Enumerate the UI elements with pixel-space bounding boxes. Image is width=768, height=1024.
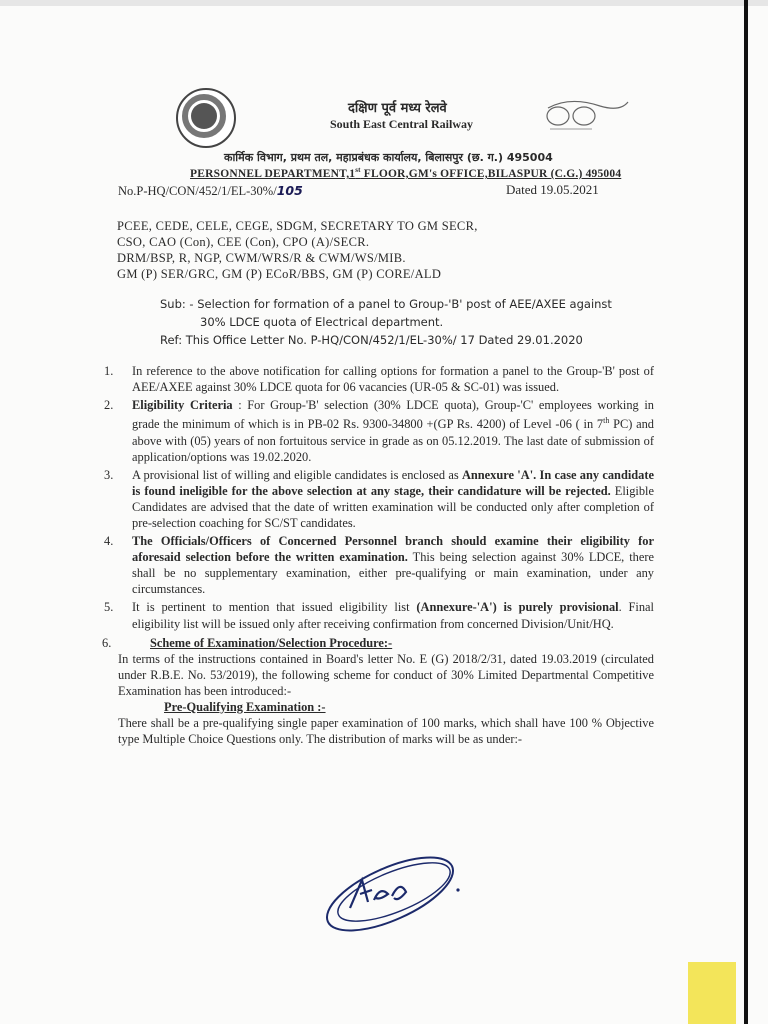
letter-date: Dated 19.05.2021 (506, 182, 599, 197)
subsection-text: There shall be a pre-qualifying single paper examination of 100 marks, which shall have 100 % Objective type Multiple Choice Questions only. The distribution of marks will be as under:- (118, 716, 654, 747)
paragraph-4: 4. The Officials/Officers of Concerned Personnel branch should examine their eligibility for aforesaid selection before the written examination. This being selection against 30% LDCE, there shall be no supplementary examination, either pre-qualifying or main examination, under any circumstances. (104, 534, 654, 597)
section-text: In terms of the instructions contained in Board's letter No. E (G) 2018/2/31, dated 19.03.2019 (circulated under R.B.E. No. 53/2019), the following scheme for conduct of 30% Limited Departmental Competitive Examination has been introduced:- (118, 651, 654, 698)
recipient-line: PCEE, CEDE, CELE, CEGE, SDGM, SECRETARY TO GM SECR, (117, 219, 478, 233)
section-heading: Scheme of Examination/Selection Procedure:- (150, 635, 393, 650)
reference-line: Ref: This Office Letter No. P-HQ/CON/452/1/EL-30%/ 17 Dated 29.01.2020 (160, 333, 583, 347)
recipient-line: CSO, CAO (Con), CEE (Con), CPO (A)/SECR. (117, 235, 370, 249)
subject-line: 30% LDCE quota of Electrical department. (200, 315, 444, 329)
recipient-list (117, 218, 478, 282)
letter-body (102, 363, 655, 747)
handwritten-number: 105 (276, 183, 303, 198)
subsection-heading: Pre-Qualifying Examination :- (164, 700, 326, 714)
letter-number: No.P-HQ/CON/452/1/EL-30%/105 (118, 183, 303, 198)
railway-logo-icon (540, 98, 632, 134)
paragraph-1: 1. In reference to the above notification for calling options for formation a panel to the Group-'B' post of AEE/AXEE against 30% LDCE quota for 06 vacancies (UR-05 & SC-01) was issued. (104, 364, 654, 395)
section-6: 6. Scheme of Examination/Selection Procedure:- In terms of the instructions contained in Board's letter No. E (G) 2018/2/31, dated 19.03.2019 (circulated under R.B.E. No. 53/2019), the following scheme for conduct of 30% Limited Departmental Competitive Examination has been introduced:- Pre-Qualifying Examination :- There shall be a pre-qualifying single paper examination of 100 marks, which shall have 100 % Objective type Multiple Choice Questions only. The distribution of marks will be as under:- (102, 635, 654, 747)
recipient-line: GM (P) SER/GRC, GM (P) ECoR/BBS, GM (P) CORE/ALD (117, 267, 442, 281)
office-address-hindi: कार्मिक विभाग, प्रथम तल, महाप्रबंधक कार्यालय, बिलासपुर (छ. ग.) 495004 (224, 151, 553, 164)
org-name-english: South East Central Railway (330, 117, 474, 131)
paragraph-5: 5. It is pertinent to mention that issued eligibility list (Annexure-'A') is purely provisional. Final eligibility list will be issued only after receiving confirmation from concerned Division/Unit/HQ. (104, 600, 654, 631)
paragraph-2: 2. Eligibility Criteria : For Group-'B' selection (30% LDCE quota), Group-'C' employees working in grade the minimum of which is in PB-02 Rs. 9300-34800 +(GP Rs. 4200) of Level -06 ( in 7th PC) and above with (05) years of non fortuitous service in grade as on 05.12.2019. The last date of submission of application/options was 19.02.2020. (104, 398, 654, 464)
subject-block (160, 295, 612, 349)
org-name-hindi: दक्षिण पूर्व मध्य रेलवे (348, 101, 447, 116)
recipient-line: DRM/BSP, R, NGP, CWM/WRS/R & CWM/WS/MIB. (117, 251, 406, 265)
railway-emblem-icon (176, 88, 236, 148)
signature-icon (310, 850, 470, 940)
office-address-english: PERSONNEL DEPARTMENT,1st FLOOR,GM's OFFICE,BILASPUR (C.G.) 495004 (190, 166, 622, 180)
paragraph-3: 3. A provisional list of willing and eligible candidates is enclosed as Annexure 'A'. In case any candidate is found ineligible for the above selection at any stage, their candidature will be rejected. Eligible Candidates are advised that the date of written examination will be conducted only after completion of pre-selection coaching for SC/ST candidates. (104, 467, 655, 530)
subject-line: Sub: - Selection for formation of a panel to Group-'B' post of AEE/AXEE against (160, 297, 612, 311)
